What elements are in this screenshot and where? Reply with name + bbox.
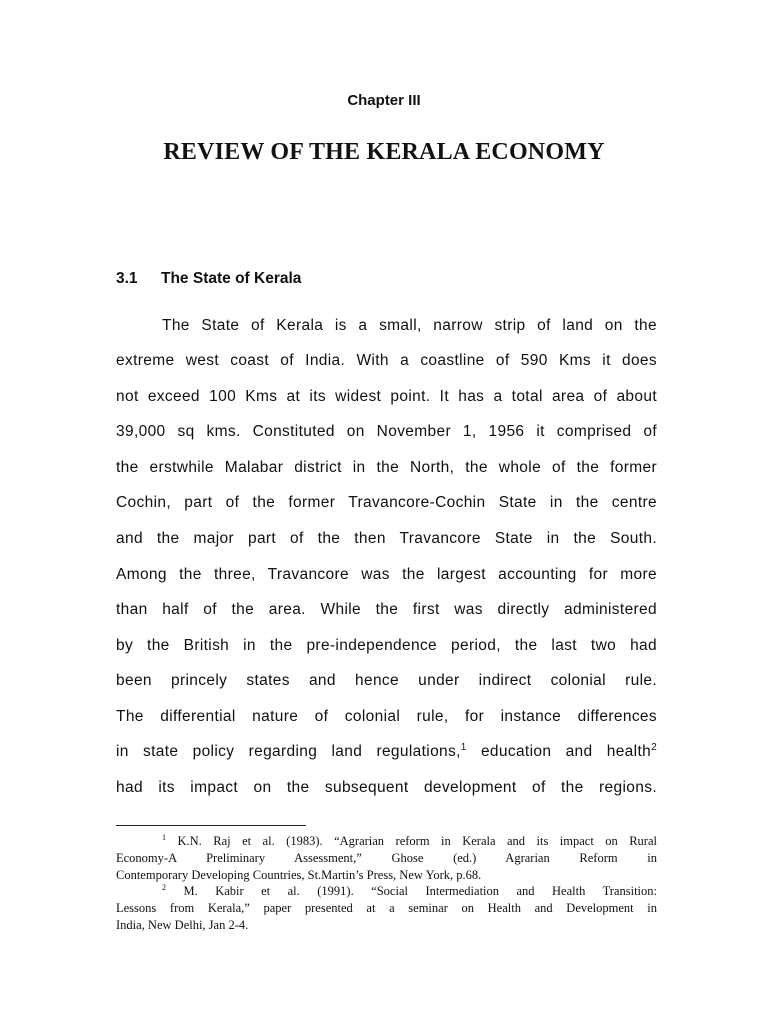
footnote-1-line	[162, 833, 657, 849]
body-line-text: education and health	[466, 743, 652, 760]
body-line: had its impact on the subsequent development of the regions.	[116, 779, 657, 796]
footnote-2-line: Lessons from Kerala,” paper presented at a seminar on Health and Development in	[116, 901, 657, 915]
footnote-text: K.N. Raj et al. (1983). “Agrarian reform in Kerala and its impact on Rural	[177, 834, 657, 848]
footnote-2-line	[162, 883, 657, 899]
body-line: Cochin, part of the former Travancore-Cochin State in the centre	[116, 494, 657, 511]
footnote-divider	[116, 825, 306, 826]
footnote-text: M. Kabir et al. (1991). “Social Intermediation and Health Transition:	[183, 884, 658, 898]
chapter-title: REVIEW OF THE KERALA ECONOMY	[163, 139, 605, 165]
body-line: 39,000 sq kms. Constituted on November 1, 1956 it comprised of	[116, 423, 657, 440]
footnote-2-line: India, New Delhi, Jan 2-4.	[116, 918, 249, 932]
body-line	[116, 742, 657, 762]
body-line: the erstwhile Malabar district in the North, the whole of the former	[116, 459, 657, 476]
body-line: Among the three, Travancore was the largest accounting for more	[116, 566, 657, 583]
body-line: and the major part of the then Travancore State in the South.	[116, 530, 657, 547]
footnote-marker-1: 1	[162, 833, 166, 842]
body-line: The differential nature of colonial rule, for instance differences	[116, 708, 657, 725]
body-line-text: in state policy regarding land regulations,	[116, 743, 461, 760]
footnote-marker-2: 2	[162, 883, 166, 892]
body-line: The State of Kerala is a small, narrow strip of land on the	[162, 317, 657, 334]
body-line: extreme west coast of India. With a coastline of 590 Kms it does	[116, 352, 657, 369]
footnote-ref-2: 2	[651, 742, 657, 753]
section-heading	[116, 270, 301, 288]
footnote-1-line: Economy-A Preliminary Assessment,” Ghose (ed.) Agrarian Reform in	[116, 851, 657, 865]
body-line: been princely states and hence under indirect colonial rule.	[116, 672, 657, 689]
section-number: 3.1	[116, 270, 138, 287]
body-line: not exceed 100 Kms at its widest point. It has a total area of about	[116, 388, 657, 405]
body-line: by the British in the pre-independence period, the last two had	[116, 637, 657, 654]
section-title: The State of Kerala	[161, 270, 302, 287]
chapter-label: Chapter III	[347, 92, 421, 109]
footnote-1-line: Contemporary Developing Countries, St.Martin’s Press, New York, p.68.	[116, 868, 482, 882]
footnote-ref-1: 1	[460, 742, 467, 753]
body-line: than half of the area. While the first was directly administered	[116, 601, 657, 618]
